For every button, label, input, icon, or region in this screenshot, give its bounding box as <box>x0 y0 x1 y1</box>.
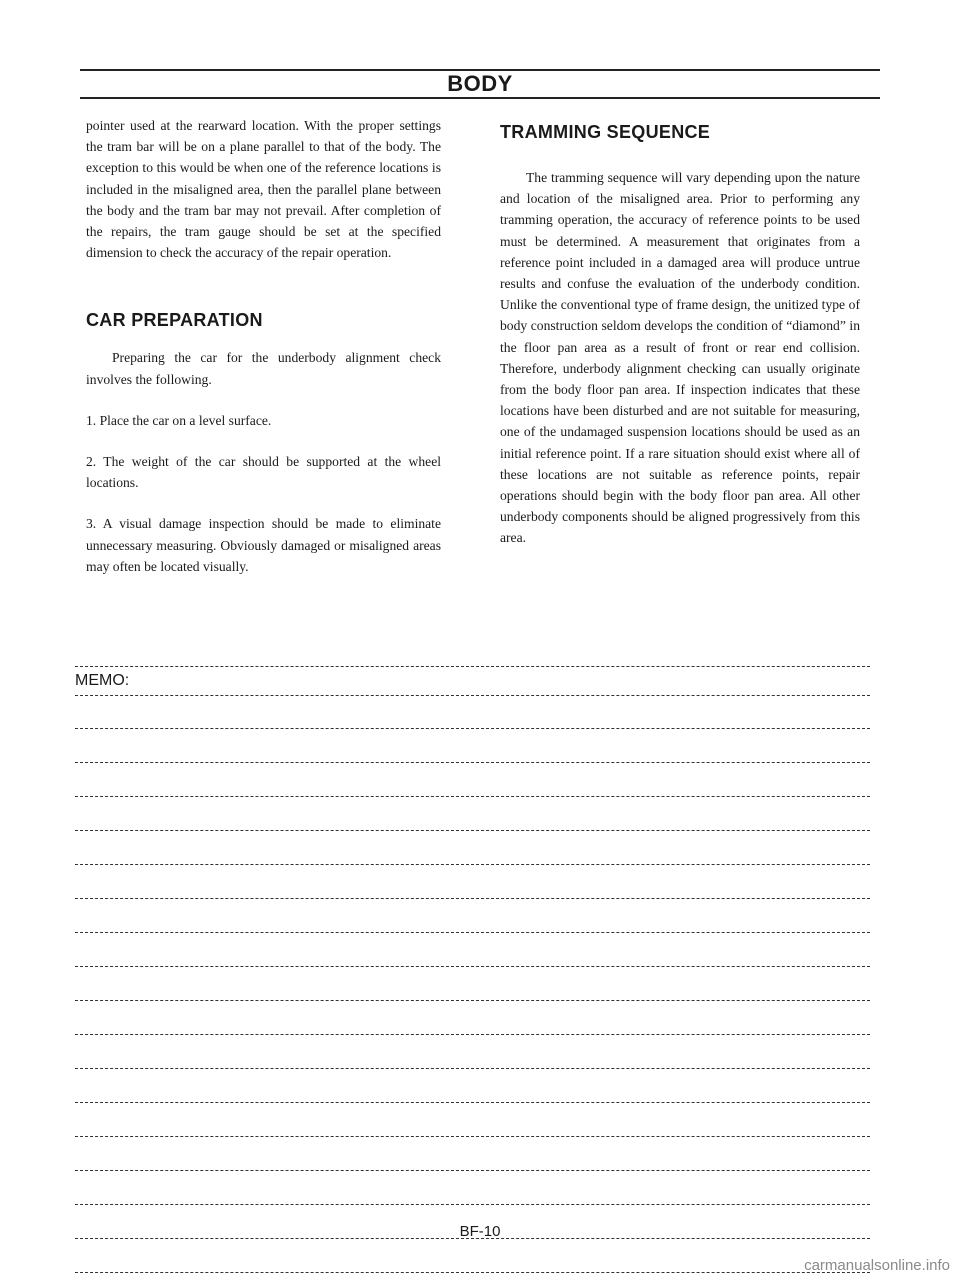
memo-line <box>75 932 870 933</box>
car-preparation-heading: CAR PREPARATION <box>86 310 263 331</box>
memo-line <box>75 1272 870 1273</box>
memo-line <box>75 762 870 763</box>
memo-label: MEMO: <box>75 672 133 690</box>
watermark-link[interactable]: carmanualsonline.info <box>804 1257 950 1274</box>
page-title: BODY <box>447 71 513 96</box>
left-column <box>86 115 441 577</box>
memo-line <box>75 864 870 865</box>
memo-line <box>75 966 870 967</box>
memo-line <box>75 728 870 729</box>
step-1: 1. Place the car on a level surface. <box>86 412 272 428</box>
memo-line <box>75 1204 870 1205</box>
page-number: BF-10 <box>459 1223 501 1240</box>
step-2: 2. The weight of the car should be supported at the wheel locations. <box>86 454 441 491</box>
right-column <box>500 115 860 549</box>
memo-line <box>75 796 870 797</box>
intro-paragraph: pointer used at the rearward location. With the proper settings the tram bar will be on a plane parallel to that of the body. The exception to this would be when one of the reference locations is included in the misaligned area, then the parallel plane between the body and the tram bar may not prevail. After completion of the repairs, the tram gauge should be set at the specified dimension to check the accuracy of the repair operation. <box>86 118 441 261</box>
memo-line <box>75 695 870 696</box>
memo-line <box>75 898 870 899</box>
memo-line <box>75 1102 870 1103</box>
memo-line <box>75 1000 870 1001</box>
memo-line <box>75 1170 870 1171</box>
memo-line <box>75 1136 870 1137</box>
step-3: 3. A visual damage inspection should be made to eliminate unnecessary measuring. Obviously damaged or misaligned areas may often be located visually. <box>86 516 441 574</box>
memo-line <box>75 1068 870 1069</box>
tramming-sequence-heading: TRAMMING SEQUENCE <box>500 122 711 142</box>
memo-line <box>75 666 870 667</box>
header-bottom-rule <box>80 97 880 99</box>
memo-line <box>75 1034 870 1035</box>
memo-line <box>75 830 870 831</box>
tramming-paragraph: The tramming sequence will vary depending upon the nature and location of the misaligned area. Prior to performing any tramming operation, the accuracy of reference points to be used must be determined. A measurement that originates from a reference point included in a damaged area will produce untrue results and confuse the evaluation of the underbody condition. Unlike the conventional type of frame design, the unitized type of body construction seldom develops the condition of “diamond” in the floor pan area as a result of front or rear end collision. Therefore, underbody alignment checking can usually originate from the body floor pan area. If inspection indicates that these locations have been disturbed and are not suitable for measuring, one of the undamaged suspension locations should be used as an initial reference point. If a rare situation should exist where all of these locations are not suitable as reference points, repair operations should begin with the body floor pan area. All other underbody components should be aligned progressively from this area. <box>500 170 860 546</box>
car-preparation-intro: Preparing the car for the underbody alignment check involves the following. <box>86 350 441 387</box>
